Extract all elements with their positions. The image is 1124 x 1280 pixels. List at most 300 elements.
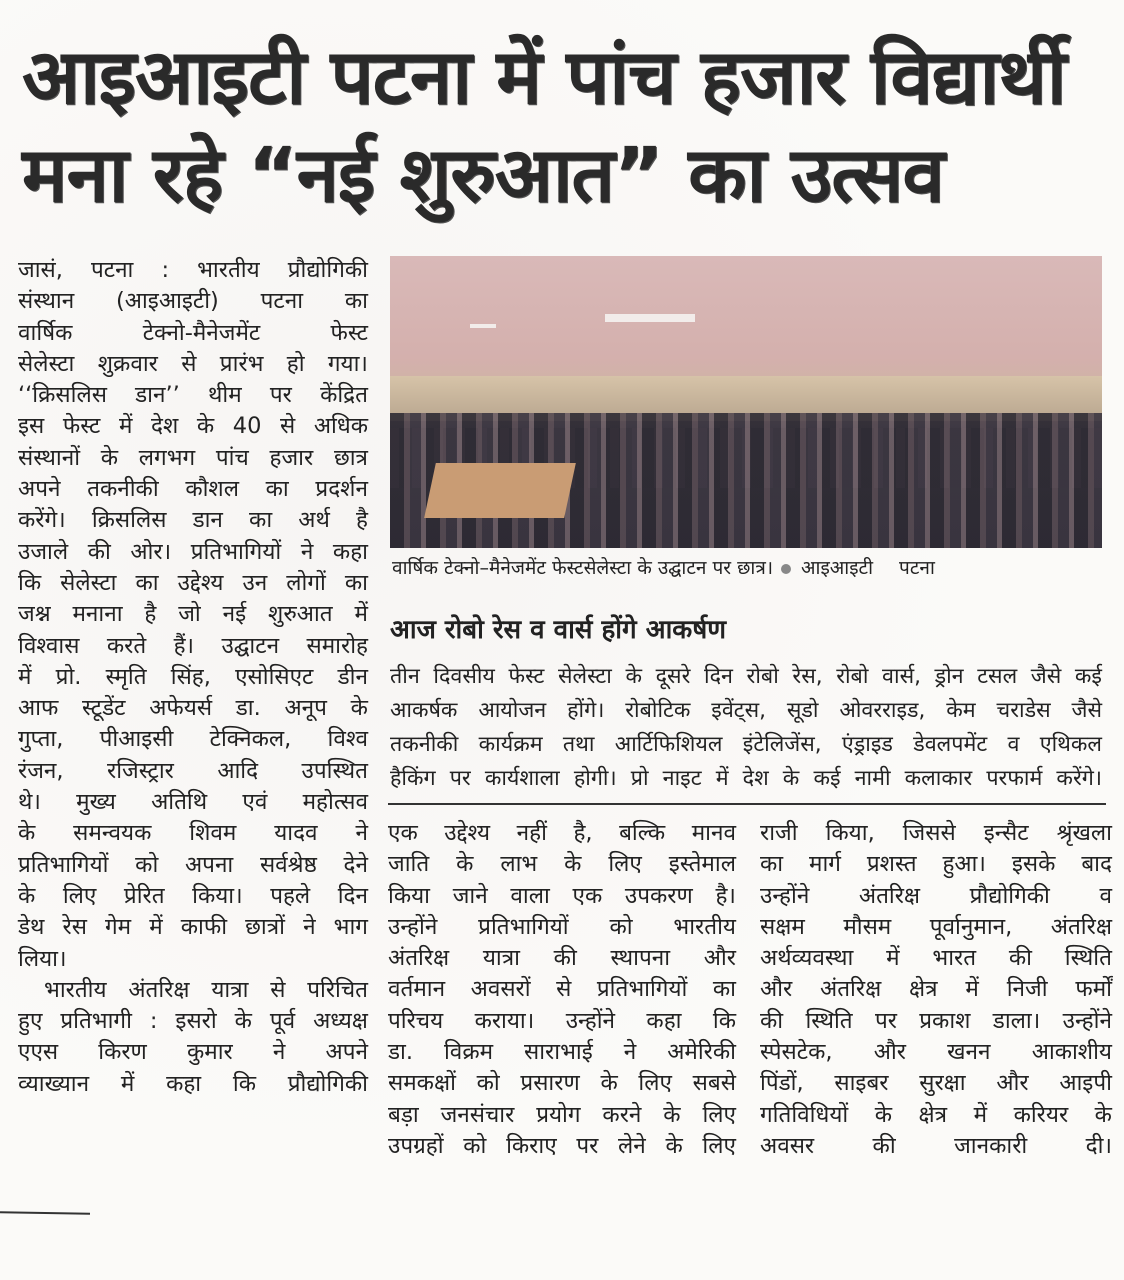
word: गेम (105, 914, 132, 941)
word: वर्तमान (388, 976, 446, 1003)
word: कहा (166, 1070, 202, 1097)
event-photo (390, 256, 1102, 548)
word: प्रेरित (123, 882, 165, 909)
word: नहीं (516, 820, 547, 846)
word: अर्थव्यवस्था (760, 945, 854, 972)
text-line (18, 724, 368, 755)
word: इन्सैट (983, 820, 1029, 846)
bottom-divider (0, 1211, 90, 1215)
word: में (120, 1070, 135, 1097)
word: इस्तेमाल (668, 851, 736, 878)
word: लिए (702, 1101, 736, 1128)
word: प्रारंभ (219, 350, 264, 377)
word: से (181, 350, 197, 377)
word: जश्न (18, 601, 51, 628)
word: फर्मों (1075, 976, 1112, 1003)
word: कुमार (186, 1039, 233, 1066)
word: अर्थ (298, 507, 330, 534)
word: कहा (332, 538, 368, 565)
word: एएस (18, 1039, 59, 1066)
word: का (712, 976, 736, 1003)
word: से (556, 976, 572, 1003)
word: प्रतिभागियों (596, 976, 688, 1003)
text-line (18, 850, 368, 881)
word: और (760, 976, 793, 1003)
word: प्रौद्योगिकी (969, 882, 1050, 909)
word: को (476, 1070, 500, 1097)
text-line (18, 881, 368, 912)
text-line (18, 474, 368, 505)
text-line (388, 943, 736, 974)
text-line (388, 1068, 736, 1099)
text-line: तीन दिवसीय फेस्ट सेलेस्टा के दूसरे दिन रोबो रेस, रोबो वार्स, ड्रोन टसल जैसे कई (390, 664, 1102, 689)
word: अपने (18, 476, 61, 503)
word: के (456, 851, 474, 878)
headline-line: मना रहे “नई शुरुआत” का उत्सव (22, 130, 944, 219)
word: उन (242, 569, 268, 596)
word: की (760, 1007, 784, 1034)
word: परिचित (307, 976, 368, 1003)
word: अंतरिक्ष (388, 945, 450, 972)
word: आकाशीय (1031, 1039, 1112, 1066)
word: जिससे (902, 820, 956, 846)
text-line: लिया। (18, 945, 67, 972)
word: में (973, 1101, 988, 1128)
word: कि (18, 569, 42, 596)
word: कि (232, 1070, 256, 1097)
word: के (663, 1101, 681, 1128)
word: लिए (62, 882, 97, 909)
word: टेक्नो-मैनेजमेंट (142, 319, 261, 346)
word: ओर। (130, 538, 172, 565)
word: संस्थानों (18, 444, 81, 471)
word: साइबर (834, 1070, 889, 1097)
word: बाद (1081, 851, 1112, 878)
text-line (760, 881, 1112, 912)
word: किराए (506, 1132, 557, 1159)
word: अफेयर्स (149, 695, 213, 722)
word: लिए (608, 851, 642, 878)
word: राजी (760, 820, 798, 846)
word: और (703, 945, 736, 972)
word: पांच (215, 444, 249, 471)
word: लोगों (286, 569, 326, 596)
text-line (18, 631, 368, 662)
word: अपना (184, 851, 234, 878)
word: डान’’ (135, 382, 180, 409)
word: पूर्व (269, 1008, 296, 1035)
word: प्रो. (55, 663, 82, 690)
word: लाभ (500, 851, 538, 878)
word: स्टूडेंट (82, 695, 126, 722)
word: तकनीकी (87, 476, 159, 503)
word: के (600, 1070, 618, 1097)
word: ने (623, 1039, 637, 1066)
word: उन्होंने (565, 1007, 616, 1034)
word: भारतीय (673, 913, 736, 940)
word: महोत्सव (302, 789, 368, 816)
word: दिन (337, 882, 368, 909)
word: है (144, 601, 157, 628)
word: प्रतिभागियों (190, 538, 282, 565)
text-line (18, 975, 368, 1006)
word: छात्र (333, 444, 368, 471)
word: रजिस्ट्रार (107, 757, 174, 784)
word: की (1008, 945, 1032, 972)
word: उद्देश्य (177, 569, 224, 596)
word: करते (106, 632, 147, 659)
word: मुख्य (76, 789, 116, 816)
word: को (135, 851, 159, 878)
word: वार्षिक (18, 319, 73, 346)
text-line (388, 1006, 736, 1037)
word: में (886, 945, 900, 972)
word: अनूप (284, 695, 327, 722)
photo-credit: आइआइटी (801, 557, 874, 579)
text-line (18, 380, 368, 411)
headline-line: आइआइटी पटना में पांच हजार विद्यार्थी (22, 32, 1066, 121)
text-line (18, 349, 368, 380)
word: उन्होंने (760, 882, 810, 909)
text-line (18, 318, 368, 349)
photo-credit-location: पटना (899, 557, 935, 579)
word: प्रयोग (536, 1101, 581, 1128)
word: बल्कि (619, 820, 666, 846)
word: के (234, 1008, 252, 1035)
text-line (760, 849, 1112, 880)
word: है, (573, 820, 593, 846)
word: कहा (646, 1007, 682, 1034)
word: सेलेस्टा (60, 569, 117, 596)
word: शिवम (189, 820, 237, 847)
word: का (135, 569, 159, 596)
word: के (196, 413, 215, 440)
word: हैं। (173, 632, 195, 659)
word: का (344, 288, 368, 315)
word: जनसंचार (440, 1101, 515, 1128)
word: इसरो (175, 1008, 217, 1035)
word: गतिविधियों (760, 1101, 849, 1128)
bullet-icon (781, 564, 791, 574)
text-line (18, 255, 368, 286)
text-line (18, 599, 368, 630)
text-line (18, 568, 368, 599)
word: स्थिति (1064, 945, 1112, 972)
word: भाग (333, 914, 368, 941)
text-line (388, 1131, 736, 1162)
word: के (1094, 1101, 1112, 1128)
word: प्रौद्योगिकी (287, 257, 368, 283)
word: में (965, 976, 979, 1003)
word: समन्वयक (73, 820, 152, 847)
text-line (18, 1006, 368, 1037)
word: हो (286, 350, 305, 377)
headline (22, 28, 1112, 224)
sub-column (390, 660, 1102, 796)
word: (आइआइटी) (116, 288, 219, 315)
text-line (18, 756, 368, 787)
text-line (18, 286, 368, 317)
word: अंतरिक्ष (858, 882, 921, 909)
word: डा. (235, 695, 261, 722)
word: प्रतिभागियों (478, 913, 569, 940)
word: उद्घाटन (221, 632, 280, 659)
word: सुरक्षा (919, 1070, 966, 1097)
word: आइपी (1059, 1070, 1112, 1097)
word: में (18, 663, 32, 690)
word: स्मृति (105, 663, 147, 690)
word: प्रकाश (919, 1007, 971, 1034)
text-line (388, 881, 736, 912)
word: निजी (1006, 976, 1048, 1003)
word: का (344, 569, 368, 596)
text-line (18, 505, 368, 536)
text-line (760, 1006, 1112, 1037)
word: ने (303, 914, 316, 941)
text-line: हैकिंग पर कार्यशाला होगी। प्रो नाइट में देश के कई नामी कलाकार परफार्म करेंगे। (390, 766, 1102, 791)
photo-ceiling-light (470, 324, 496, 328)
word: अतिथि (151, 789, 208, 816)
word: सबसे (692, 1070, 736, 1097)
word: इस (18, 413, 45, 440)
text-line (18, 411, 368, 442)
word: पिंडों, (760, 1070, 804, 1097)
word: प्रतिभागियों (18, 851, 109, 878)
text-line (760, 818, 1112, 849)
word: मौसम (843, 913, 892, 940)
word: शुक्रवार (97, 350, 158, 377)
word: विश्वास (18, 632, 80, 659)
word: करियर (1013, 1101, 1069, 1128)
word: ने (300, 538, 314, 565)
word: प्रतिभागी (60, 1008, 132, 1035)
word: अंतरिक्ष (820, 976, 882, 1003)
word: एक (388, 820, 418, 846)
text-line (388, 1037, 736, 1068)
word: पर (269, 382, 292, 409)
word: कि (712, 1007, 736, 1034)
word: इसके (1011, 851, 1056, 878)
text-line (760, 1037, 1112, 1068)
word: के (18, 882, 36, 909)
word: शुरुआत (268, 601, 333, 628)
text-line (18, 912, 368, 943)
photo-caption (392, 555, 1112, 581)
word: उपग्रहों (388, 1132, 444, 1159)
word: टेक्निकल, (209, 726, 292, 753)
word: हुआ। (942, 851, 986, 878)
text-line: तकनीकी कार्यक्रम तथा आर्टिफिशियल इंटेलिजेंस, एंड्राइड डेवलपमेंट व एथिकल (390, 732, 1102, 757)
text-line (388, 974, 736, 1005)
word: है। (715, 882, 736, 909)
word: कराया। (474, 1007, 535, 1034)
text-line (760, 943, 1112, 974)
word: आदि (217, 757, 259, 784)
text-line (18, 537, 368, 568)
word: विक्रम (443, 1039, 494, 1066)
text-line (18, 818, 368, 849)
word: सिंह, (170, 663, 211, 690)
word: अध्यक्ष (313, 1008, 368, 1035)
word: रंजन, (18, 757, 64, 784)
word: छात्रों (245, 914, 285, 941)
word: जो (178, 601, 201, 628)
word: खनन (947, 1039, 991, 1066)
word: को (609, 913, 633, 940)
text-line (388, 1100, 736, 1131)
word: अवसरों (470, 976, 531, 1003)
word: स्थापना (610, 945, 671, 972)
word: ‘‘क्रिसलिस (18, 382, 107, 409)
word: अंतरिक्ष (1050, 913, 1112, 940)
word: करने (602, 1101, 642, 1128)
word: से (270, 976, 286, 1003)
word: एवं (242, 789, 268, 816)
word: क्रिसलिस (91, 507, 167, 534)
word: डीन (337, 663, 368, 690)
word: मानव (691, 820, 736, 846)
word: का (249, 507, 273, 534)
word: अंतरिक्ष (128, 976, 190, 1003)
word: पर (874, 1007, 897, 1034)
word: नई (222, 601, 247, 628)
text-line (760, 1068, 1112, 1099)
word: की (553, 945, 577, 972)
word: व्याख्यान (18, 1070, 90, 1097)
text-line (388, 849, 736, 880)
right-column (760, 818, 1112, 1162)
word: मनाना (72, 601, 123, 628)
word: यात्रा (482, 945, 520, 972)
word: उन्होंने (388, 913, 438, 940)
word: के (874, 1101, 892, 1128)
word: केंद्रित (320, 382, 368, 409)
word: पूर्वानुमान, (929, 913, 1013, 940)
word: देश (151, 413, 179, 440)
text-line (388, 818, 736, 849)
text-line (18, 1069, 368, 1100)
word: अमेरिकी (667, 1039, 736, 1066)
word: : (161, 257, 170, 283)
word: परिचय (388, 1007, 444, 1034)
word: किया, (825, 820, 875, 846)
word: में (118, 413, 133, 440)
word: किया। (192, 882, 243, 909)
word: के (665, 1132, 683, 1159)
word: मार्ग (809, 851, 841, 878)
word: यादव (274, 820, 318, 847)
word: और (996, 1070, 1029, 1097)
word: उपस्थित (301, 757, 368, 784)
section-divider (388, 803, 1106, 805)
word: समकक्षों (388, 1070, 456, 1097)
word: हजार (269, 444, 314, 471)
word: समारोह (306, 632, 368, 659)
word: भारतीय (44, 976, 107, 1003)
word: किया (388, 882, 430, 909)
word: : (149, 1008, 158, 1035)
word: गुप्ता, (18, 726, 64, 753)
word: लिए (638, 1070, 672, 1097)
word: विश्व (327, 726, 368, 753)
word: उपकरण (624, 882, 693, 909)
photo-dais-table (424, 463, 576, 518)
word: एक (572, 882, 603, 909)
word: प्रसारण (520, 1070, 580, 1097)
caption-text: वार्षिक टेक्नो–मैनेजमेंट फेस्टसेलेस्टा के उद्घाटन पर छात्र। (392, 557, 774, 579)
word: है (355, 507, 368, 534)
word: में (354, 601, 368, 628)
word: के (564, 851, 582, 878)
word: के (350, 695, 368, 722)
word: करेंगे। (18, 507, 66, 534)
word: स्थिति (805, 1007, 853, 1034)
text-line (18, 662, 368, 693)
text-line (18, 787, 368, 818)
word: उजाले (18, 538, 69, 565)
word: व (1099, 882, 1112, 909)
word: डेथ (18, 914, 45, 941)
word: ने (272, 1039, 286, 1066)
word: लिए (702, 1132, 736, 1159)
word: ने (355, 820, 368, 847)
word: साराभाई (524, 1039, 593, 1066)
word: पर (576, 1132, 599, 1159)
word: के (18, 820, 36, 847)
word: क्षेत्र (909, 976, 938, 1003)
word: प्रौद्योगिकी (287, 1070, 368, 1097)
word: भारतीय (197, 257, 260, 283)
photo-ceiling-light (605, 314, 695, 322)
word: फेस्ट (62, 413, 101, 440)
word: काफी (180, 914, 228, 941)
word: फेस्ट (330, 319, 368, 346)
word: को (463, 1132, 487, 1159)
word: सक्षम (760, 913, 805, 940)
word: प्रदर्शन (315, 476, 368, 503)
word: में (149, 914, 163, 941)
word: रेस (62, 914, 87, 941)
word: वाला (510, 882, 550, 909)
word: बड़ा (388, 1101, 419, 1128)
word: थीम (208, 382, 242, 409)
word: जाति (388, 851, 430, 878)
text-line: अवसर की जानकारी दी। (760, 1132, 1112, 1159)
word: पटना (90, 257, 134, 283)
word: उन्होंने (1062, 1007, 1112, 1034)
subheadline: आज रोबो रेस व वार्स होंगे आकर्षण (390, 615, 727, 645)
text-line (388, 912, 736, 943)
middle-column (388, 818, 736, 1162)
word: सर्वश्रेष्ठ (259, 851, 317, 878)
word: जासं, (18, 257, 63, 283)
left-column (18, 255, 368, 1100)
word: अपने (325, 1039, 368, 1066)
word: कौशल (185, 476, 239, 503)
word: प्रशस्त (866, 851, 917, 878)
word: पीआइसी (99, 726, 174, 753)
word: और (873, 1039, 906, 1066)
word: स्पेसटेक, (760, 1039, 833, 1066)
word: से (280, 413, 296, 440)
word: क्षेत्र (918, 1101, 948, 1128)
word: अधिक (313, 413, 368, 440)
text-line: आकर्षक आयोजन होंगे। रोबोटिक इवेंट्स, सूडो ओवरराइड, केम चराडेस जैसे (390, 698, 1102, 723)
word: यात्रा (211, 976, 249, 1003)
word: सेलेस्टा (18, 350, 75, 377)
word: उद्देश्य (444, 820, 491, 846)
word: का (265, 476, 289, 503)
